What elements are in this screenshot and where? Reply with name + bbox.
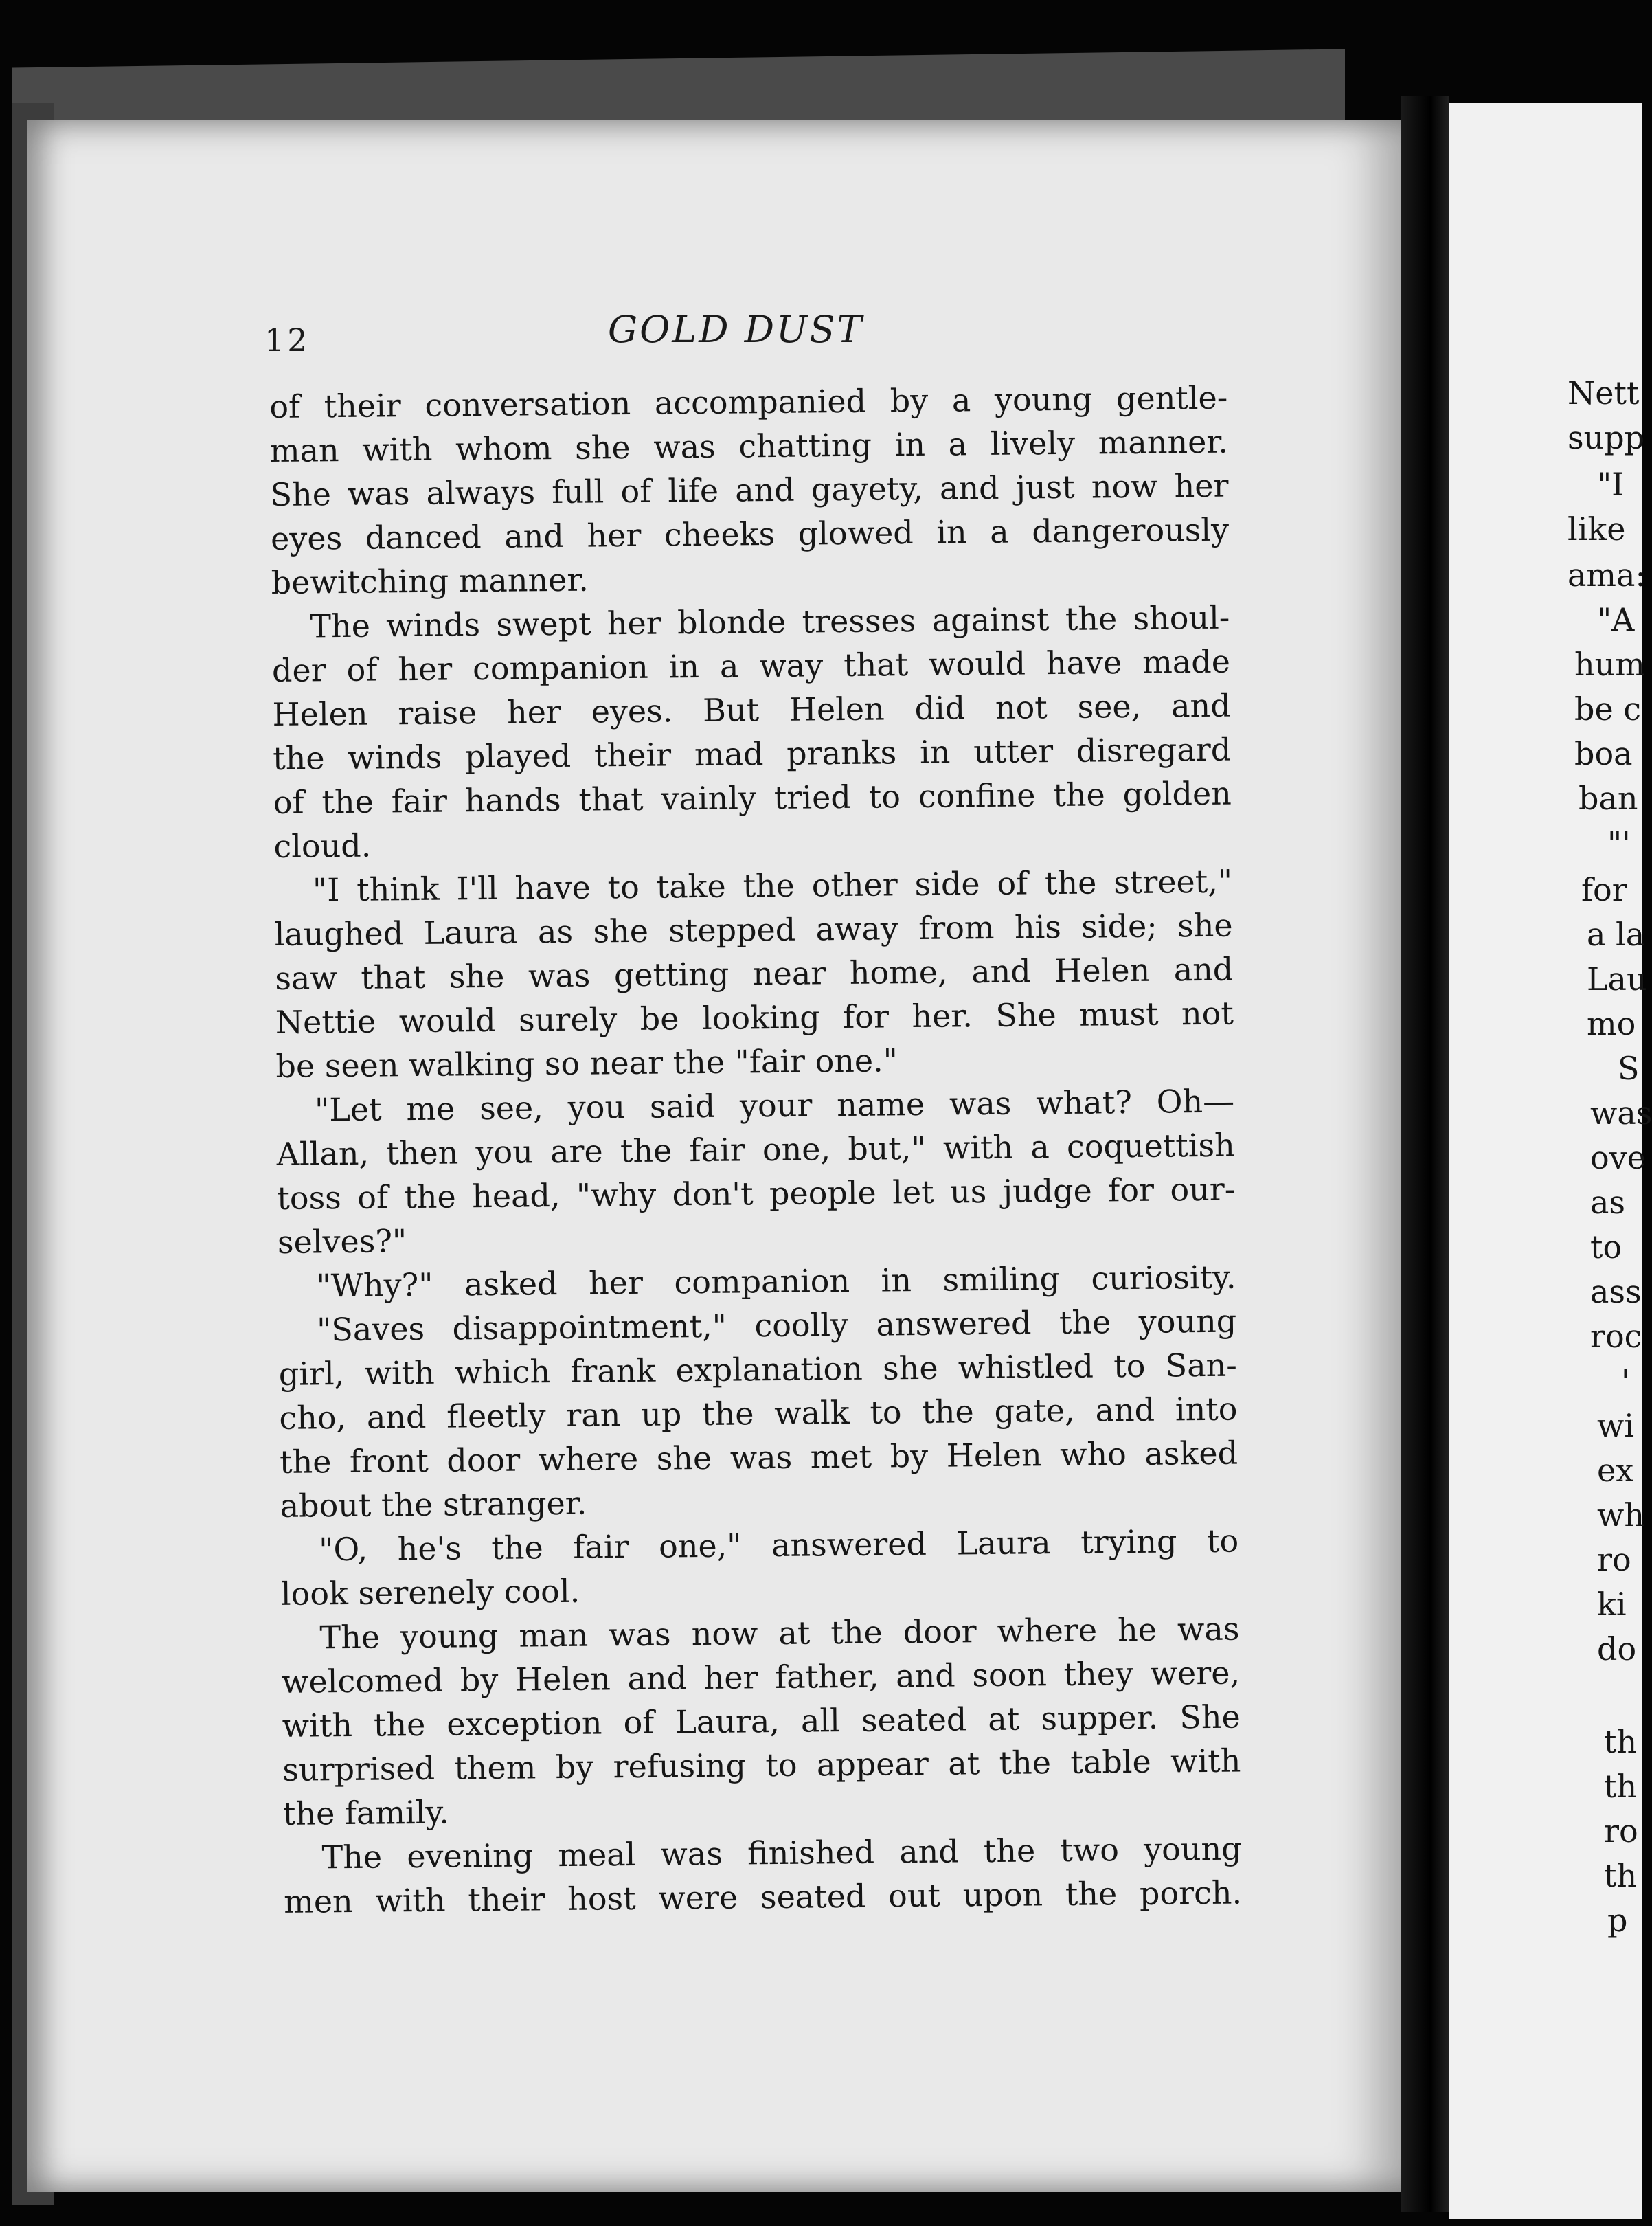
text-line: "I think I'll have to take the other side of the street," xyxy=(312,862,1233,909)
text-line: bewitching manner. xyxy=(271,561,589,601)
text-line: Nettie would surely be looking for her. She must not xyxy=(275,994,1234,1041)
text-line: Allan, then you are the fair one, but," with a coquettish xyxy=(276,1126,1235,1173)
text-line: the winds played their mad pranks in utter disregard xyxy=(272,730,1232,777)
facing-page-line: like xyxy=(1568,510,1626,548)
text-line: toss of the head, "why don't people let us judge for our- xyxy=(277,1170,1236,1217)
text-line: Helen raise her eyes. But Helen did not see, and xyxy=(272,686,1231,733)
text-line: look serenely cool. xyxy=(280,1572,580,1612)
facing-page-line: ki xyxy=(1597,1586,1627,1623)
facing-page-line: supp xyxy=(1568,419,1645,456)
text-line: The winds swept her blonde tresses against the shoul- xyxy=(310,598,1230,645)
facing-page-line: wi xyxy=(1597,1407,1635,1444)
text-line: the front door where she was met by Helen who asked xyxy=(279,1434,1238,1481)
text-line: be seen walking so near the "fair one." xyxy=(275,1042,898,1085)
facing-page-line: th xyxy=(1604,1857,1638,1894)
facing-page-line: p xyxy=(1607,1902,1628,1939)
facing-page-line: Lau xyxy=(1587,960,1647,998)
facing-page-line: "A xyxy=(1597,601,1635,638)
text-line: with the exception of Laura, all seated at supper. She xyxy=(282,1698,1241,1744)
text-line: selves?" xyxy=(277,1222,407,1261)
text-line: "O, he's the fair one," answered Laura trying to xyxy=(319,1522,1239,1569)
text-line: The evening meal was finished and the two young xyxy=(321,1830,1242,1876)
facing-page-line: do xyxy=(1597,1630,1637,1667)
facing-page-line: a la xyxy=(1587,916,1645,953)
facing-page-line: roc xyxy=(1590,1318,1642,1355)
text-line: der of her companion in a way that would have made xyxy=(271,642,1231,689)
text-line: cho, and fleetly ran up the walk to the gate, and into xyxy=(279,1390,1238,1437)
facing-page-line: ' xyxy=(1621,1362,1630,1399)
book-gutter xyxy=(1401,96,1449,2212)
facing-page xyxy=(1449,103,1652,2219)
facing-page-line: wh xyxy=(1597,1496,1644,1533)
facing-page-line: ex xyxy=(1597,1452,1634,1489)
page-number: 12 xyxy=(264,322,310,359)
text-line: saw that she was getting near home, and Helen and xyxy=(275,950,1234,997)
facing-page-line: mo xyxy=(1587,1005,1636,1042)
facing-page-line: be c xyxy=(1574,690,1642,728)
facing-page-line: to xyxy=(1590,1228,1622,1266)
running-head xyxy=(264,308,1260,359)
facing-page-line: ban xyxy=(1579,780,1638,817)
facing-page-line: S xyxy=(1618,1050,1640,1087)
text-line: "Why?" asked her companion in smiling curiosity. xyxy=(316,1258,1236,1305)
facing-page-line: th xyxy=(1604,1768,1638,1805)
text-line: of their conversation accompanied by a young gentle- xyxy=(269,379,1228,425)
facing-page-line: ove xyxy=(1590,1139,1646,1176)
text-line: "Let me see, you said your name was what? Oh— xyxy=(314,1082,1235,1129)
text-line: men with their host were seated out upon the porch. xyxy=(283,1874,1243,1920)
facing-page-line: hum xyxy=(1574,646,1645,683)
facing-page-line: boa xyxy=(1574,735,1633,772)
text-line: The young man was now at the door where he was xyxy=(319,1610,1240,1656)
text-line: welcomed by Helen and her father, and soon they were, xyxy=(281,1654,1241,1700)
body-text xyxy=(269,376,1242,1924)
facing-page-line: Nett xyxy=(1568,374,1640,412)
text-line: man with whom she was chatting in a lively manner. xyxy=(269,423,1229,469)
facing-page-line: "I xyxy=(1597,466,1625,503)
text-line: about the stranger. xyxy=(280,1484,587,1525)
running-title: GOLD DUST xyxy=(608,308,864,351)
facing-page-line: ass xyxy=(1590,1273,1642,1310)
text-line: She was always full of life and gayety, and just now her xyxy=(270,466,1229,513)
facing-page-line: ama: xyxy=(1568,556,1646,594)
facing-page-line: "' xyxy=(1607,824,1631,862)
facing-page-line: for xyxy=(1581,871,1627,908)
facing-page-line: was xyxy=(1590,1094,1652,1132)
text-line: eyes danced and her cheeks glowed in a dangerously xyxy=(270,510,1230,557)
text-line: surprised them by refusing to appear at the table with xyxy=(282,1742,1241,1788)
text-line: laughed Laura as she stepped away from his side; she xyxy=(274,906,1233,953)
text-line: girl, with which frank explanation she whistled to San- xyxy=(278,1346,1238,1393)
facing-page-line: ro xyxy=(1604,1812,1638,1850)
facing-page-line: th xyxy=(1604,1723,1638,1760)
text-line: the family. xyxy=(282,1793,450,1832)
text-line: "Saves disappointment," coolly answered the young xyxy=(316,1302,1237,1349)
text-line: cloud. xyxy=(273,827,372,865)
facing-page-line: as xyxy=(1590,1184,1626,1221)
facing-page-line: ro xyxy=(1597,1541,1631,1578)
text-line: of the fair hands that vainly tried to confine the golden xyxy=(273,774,1232,821)
